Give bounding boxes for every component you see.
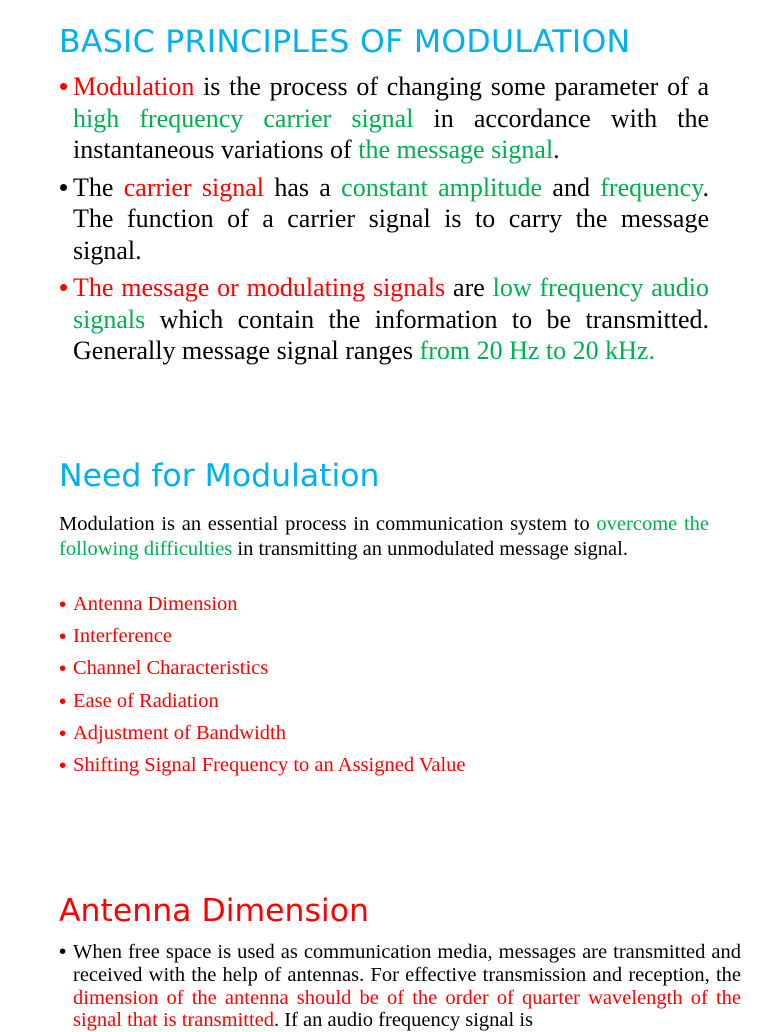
list-item-label: Shifting Signal Frequency to an Assigned Value bbox=[73, 753, 466, 776]
text-segment: The bbox=[73, 172, 124, 202]
principle-bullet-3 bbox=[59, 272, 709, 367]
text-segment: high frequency carrier signal bbox=[73, 103, 414, 133]
list-item bbox=[59, 592, 709, 624]
bullet-dot-icon: • bbox=[59, 171, 69, 202]
text-segment: in accordance with the instantaneous variations of bbox=[73, 103, 710, 164]
text-segment: in transmitting an unmodulated message signal. bbox=[232, 538, 628, 560]
bullet-dot-icon: • bbox=[59, 940, 67, 963]
list-item bbox=[59, 624, 709, 656]
principle-bullet-2 bbox=[59, 172, 709, 267]
section-title-basic-principles: BASIC PRINCIPLES OF MODULATION bbox=[59, 24, 631, 60]
text-segment: are bbox=[445, 273, 493, 302]
text-segment: carrier signal bbox=[123, 172, 264, 202]
text-segment: . bbox=[553, 135, 560, 164]
text-segment: which contain the information to be transmitted. Generally message signal ranges bbox=[73, 304, 709, 365]
text-segment: constant amplitude bbox=[341, 172, 543, 202]
text-segment: is the process of changing some parameter of a bbox=[194, 72, 709, 101]
bullet-dot-icon: • bbox=[59, 753, 67, 777]
bullet-dot-icon: • bbox=[59, 625, 67, 649]
text-segment: and bbox=[542, 172, 601, 202]
text-segment: dimension of the antenna should be of the order of quarter wavelength of the signal that is transmitted bbox=[73, 986, 741, 1032]
text-segment: low frequency audio signals bbox=[73, 273, 709, 334]
text-segment: The message or modulating signals bbox=[73, 273, 446, 302]
list-item-label: Channel Characteristics bbox=[73, 657, 269, 680]
list-item bbox=[59, 721, 709, 753]
text-segment: . If an audio frequency signal is bbox=[274, 1009, 534, 1032]
text-segment: from 20 Hz to 20 kHz. bbox=[419, 336, 655, 365]
text-segment: the message signal bbox=[358, 135, 554, 164]
bullet-dot-icon: • bbox=[59, 71, 69, 101]
bullet-dot-icon: • bbox=[59, 272, 69, 302]
list-item-label: Interference bbox=[73, 625, 172, 648]
list-item bbox=[59, 753, 709, 785]
bullet-dot-icon: • bbox=[59, 689, 67, 713]
text-segment: Modulation is an essential process in communication system to bbox=[59, 513, 597, 535]
list-item-label: Antenna Dimension bbox=[73, 593, 238, 615]
difficulties-list bbox=[59, 592, 709, 785]
list-item-label: Ease of Radiation bbox=[73, 689, 219, 712]
text-segment: has a bbox=[264, 172, 342, 202]
bullet-dot-icon: • bbox=[59, 721, 67, 745]
section-title-antenna-dimension: Antenna Dimension bbox=[59, 893, 369, 929]
text-segment: When free space is used as communication media, messages are transmitted and received with the help of antennas. For effective transmission and reception, the bbox=[73, 941, 741, 986]
antenna-paragraph bbox=[59, 941, 741, 1032]
list-item bbox=[59, 656, 709, 688]
text-segment: frequency bbox=[600, 172, 703, 202]
text-segment: . The function of a carrier signal is to carry the message signal. bbox=[73, 172, 710, 265]
bullet-dot-icon: • bbox=[59, 593, 67, 616]
principle-bullet-1 bbox=[59, 71, 709, 166]
text-segment: overcome the following difficulties bbox=[59, 513, 709, 560]
bullet-dot-icon: • bbox=[59, 657, 67, 681]
antenna-bullet bbox=[59, 941, 741, 1032]
text-segment: Modulation bbox=[73, 72, 195, 101]
list-item-label: Adjustment of Bandwidth bbox=[73, 721, 286, 744]
section-title-need-for-modulation: Need for Modulation bbox=[59, 458, 380, 494]
list-item bbox=[59, 689, 709, 721]
principles-bullet-list bbox=[59, 71, 709, 367]
need-intro-paragraph bbox=[59, 512, 709, 562]
